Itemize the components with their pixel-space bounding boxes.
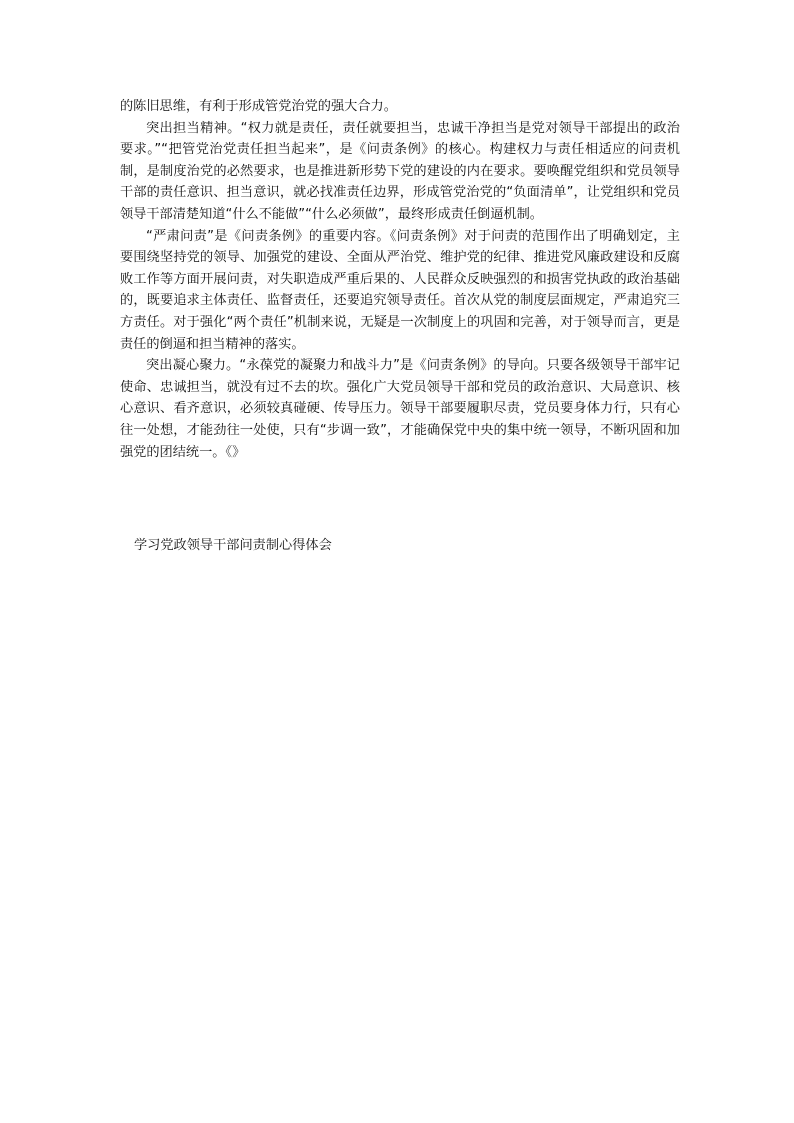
- document-title: 学习党政领导干部问责制心得体会: [134, 538, 332, 553]
- paragraph-strict-accountability: “严肃问责”是《问责条例》的重要内容。《问责条例》对于问责的范围作出了明确划定，主要围绕坚持党的领导、加强党的建设、全面从严治党、维护党的纪律、推进党风廉政建设和反腐败工作等方面开展问责，对失职造成严重后果的、人民群众反映强烈的和损害党执政的政治基础的，既要追求主体责任、监督责任，还要追究领导责任。首次从党的制度层面规定，严肃追究三方责任。对于强化“两个责任”机制来说，无疑是一次制度上的巩固和完善，对于领导而言，更是责任的倒逼和担当精神的落实。: [120, 228, 680, 352]
- paragraph-continuation: 的陈旧思维，有利于形成管党治党的强大合力。: [120, 99, 397, 114]
- paragraph-responsibility: 突出担当精神。“权力就是责任，责任就要担当，忠诚干净担当是党对领导干部提出的政治要求。”“把管党治党责任担当起来”，是《问责条例》的核心。构建权力与责任相适应的问责机制，是制度治党的必然要求，也是推进新形势下党的建设的内在要求。要唤醒党组织和党员领导干部的责任意识、担当意识，就必找准责任边界，形成管党治党的“负面清单”，让党组织和党员领导干部清楚知道“什么不能做”“什么必须做”，最终形成责任倒逼机制。: [120, 120, 680, 222]
- document-body: [120, 96, 680, 463]
- paragraph-cohesion: 突出凝心聚力。“永葆党的凝聚力和战斗力”是《问责条例》的导向。只要各级领导干部牢记使命、忠诚担当，就没有过不去的坎。强化广大党员领导干部和党员的政治意识、大局意识、核心意识、看齐意识，必须较真碰硬、传导压力。领导干部要履职尽责，党员要身体力行，只有心往一处想，才能劲往一处使，只有“步调一致”，才能确保党中央的集中统一领导，不断巩固和加强党的团结统一。《》: [120, 358, 680, 460]
